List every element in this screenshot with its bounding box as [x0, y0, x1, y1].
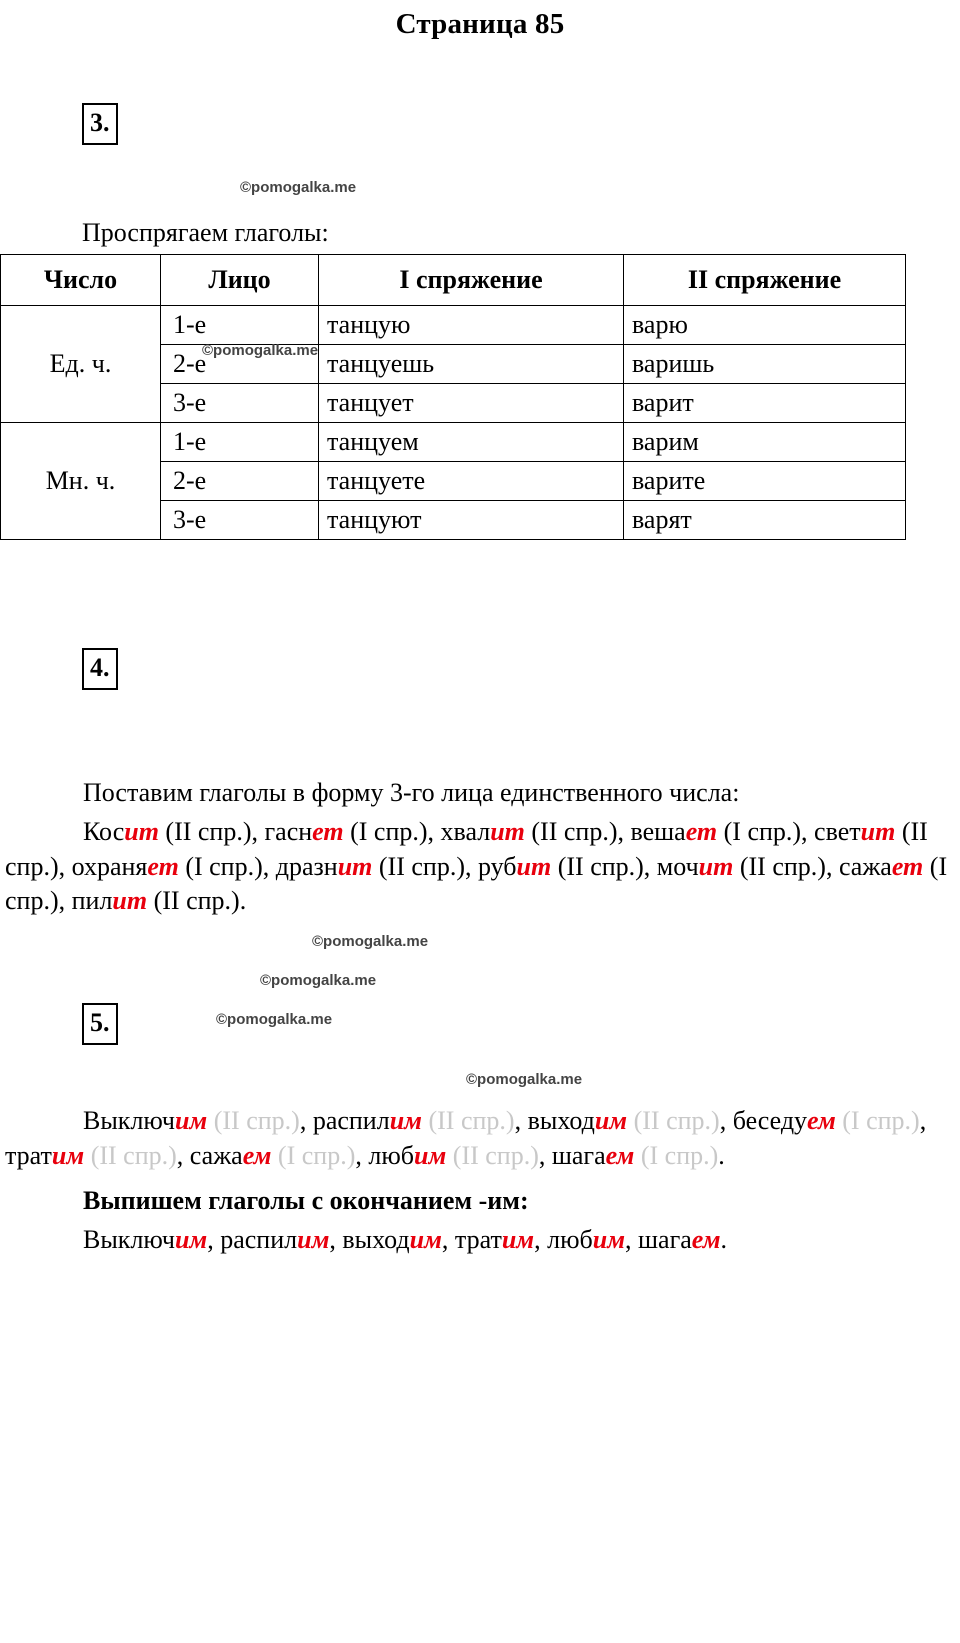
task-4-block — [0, 648, 960, 950]
watermark-3: ©pomogalka.me — [312, 933, 429, 951]
person-cell: 1-е — [161, 423, 319, 462]
table-header-row — [1, 255, 906, 306]
conj2-cell: варишь — [624, 345, 906, 384]
conj2-cell: варим — [624, 423, 906, 462]
task-5-number: 5. — [82, 1003, 118, 1045]
header-person: Лицо — [161, 255, 319, 306]
conj1-cell: танцуешь — [319, 345, 624, 384]
task-5-answer: Выключим (II спр.), распилим (II спр.), выходим (II спр.), беседуем (I спр.), тратим (II спр.), сажаем (I спр.), любим (II спр.), шагаем (I спр.). — [5, 1106, 927, 1171]
task-3-lead: Проспрягаем глаголы: — [82, 218, 329, 247]
task-5-block — [0, 972, 960, 1257]
conj1-cell: танцуем — [319, 423, 624, 462]
watermark-2: ©pomogalka.me — [202, 342, 319, 359]
worksheet-page — [0, 8, 960, 1643]
conj1-cell: танцует — [319, 384, 624, 423]
watermark-6: ©pomogalka.me — [466, 1071, 583, 1089]
conj2-cell: варите — [624, 462, 906, 501]
watermark-4: ©pomogalka.me — [260, 972, 377, 990]
header-conj-1: I спряжение — [319, 255, 624, 306]
table-row — [1, 423, 906, 462]
task-4-number-wrap — [82, 648, 960, 690]
task-5-subhead: Выпишем глаголы с окончанием -им: — [83, 1185, 529, 1215]
task-5-list: Выключим, распилим, выходим, тратим, любим, шагаем. — [83, 1224, 728, 1254]
person-cell: 3-е — [161, 501, 319, 540]
page-title: Страница 85 — [395, 8, 565, 40]
conjugation-table — [0, 254, 906, 540]
watermark-5: ©pomogalka.me — [216, 1011, 333, 1029]
table-row — [1, 306, 906, 345]
group-label-singular: Ед. ч. — [1, 306, 161, 423]
conj1-cell: танцуете — [319, 462, 624, 501]
conj1-cell: танцую — [319, 306, 624, 345]
watermark-1: ©pomogalka.me — [240, 179, 357, 196]
person-cell: 2-е — [161, 345, 319, 384]
task-3-number-wrap — [82, 103, 960, 145]
header-number: Число — [1, 255, 161, 306]
conj2-cell: варит — [624, 384, 906, 423]
conj2-cell: варю — [624, 306, 906, 345]
person-cell: 2-е — [161, 462, 319, 501]
person-cell: 3-е — [161, 384, 319, 423]
task-3-block — [0, 103, 960, 540]
task-4-number: 4. — [82, 648, 118, 690]
task-4-lead: Поставим глаголы в форму 3-го лица единственного числа: — [83, 778, 740, 807]
group-label-plural: Мн. ч. — [1, 423, 161, 540]
task-4-answer: Косит (II спр.), гаснет (I спр.), хвалит (II спр.), вешает (I спр.), светит (II спр.), охраняет (I спр.), дразнит (II спр.), рубит (II спр.), мочит (II спр.), сажает (I спр.), пилит (II спр.). — [5, 816, 948, 916]
header-conj-2: II спряжение — [624, 255, 906, 306]
task-3-number: 3. — [82, 103, 118, 145]
conj1-cell: танцуют — [319, 501, 624, 540]
task-5-number-wrap — [82, 1003, 118, 1045]
conj2-cell: варят — [624, 501, 906, 540]
person-cell: 1-е — [161, 306, 319, 345]
